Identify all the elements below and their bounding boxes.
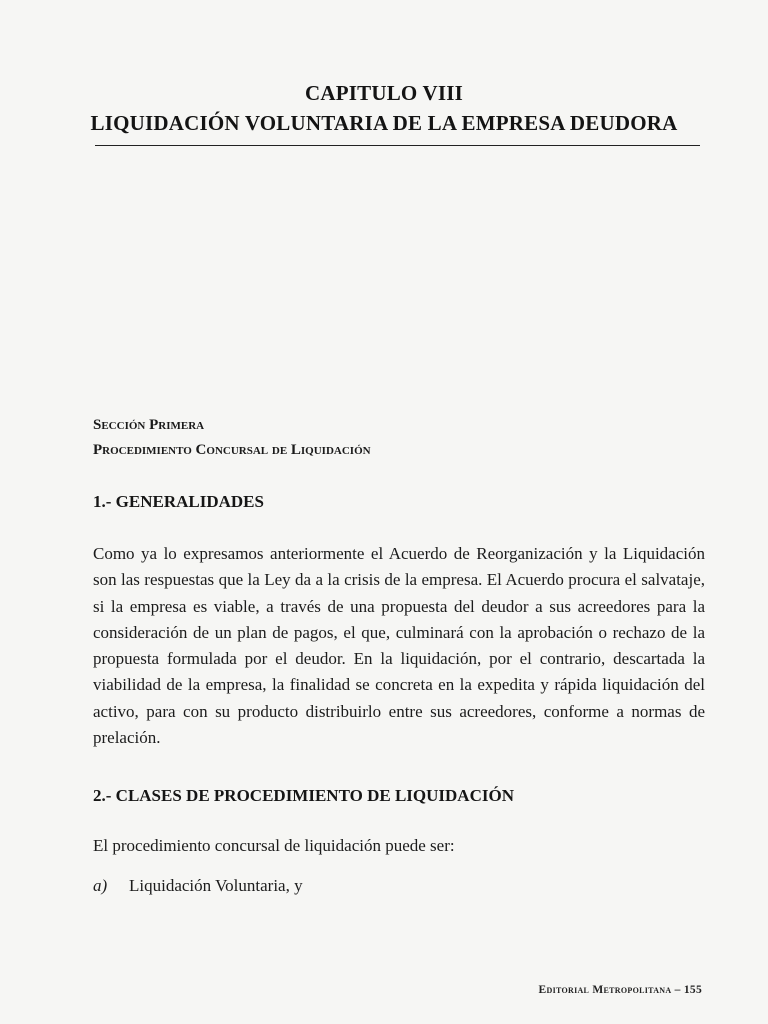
body-paragraph: Como ya lo expresamos anteriormente el Acuerdo de Reorganización y la Liquidación son las respuestas que la Ley da a la crisis de la empresa. El Acuerdo procura el salvataje, si la empresa es viable, a través de una propuesta del deudor a sus acreedores para la consideración de un plan de pagos, el que, culminará con la aprobación o rechazo de la propuesta formulada por el deudor. En la liquidación, por el contrario, descartada la viabilidad de la empresa, la finalidad se concreta en la expedita y rápida liquidación del activo, para con su producto distribuirlo entre sus acreedores, conforme a normas de prelación. bbox=[93, 544, 705, 748]
list-marker: a) bbox=[93, 876, 108, 895]
section-title: Procedimiento Concursal de Liquidación bbox=[93, 442, 371, 458]
section-label: Sección Primera bbox=[93, 417, 205, 433]
chapter-divider bbox=[95, 145, 700, 146]
chapter-number: CAPITULO VIII bbox=[305, 81, 463, 105]
page-number: 155 bbox=[683, 984, 702, 996]
footer-publisher: Editorial Metropolitana bbox=[538, 984, 672, 996]
chapter-heading bbox=[0, 78, 768, 138]
intro-sentence: El procedimiento concursal de liquidación puede ser: bbox=[93, 836, 455, 855]
chapter-title: LIQUIDACIÓN VOLUNTARIA DE LA EMPRESA DEUDORA bbox=[90, 111, 678, 135]
heading-clases-procedimiento: 2.- CLASES DE PROCEDIMIENTO DE LIQUIDACIÓN bbox=[93, 786, 514, 805]
list-item bbox=[93, 876, 303, 896]
list-item-text: Liquidación Voluntaria, y bbox=[129, 876, 303, 895]
footer-separator: – bbox=[671, 984, 684, 996]
page-footer bbox=[539, 984, 702, 996]
heading-generalidades: 1.- GENERALIDADES bbox=[93, 492, 264, 511]
section-heading bbox=[93, 413, 371, 463]
